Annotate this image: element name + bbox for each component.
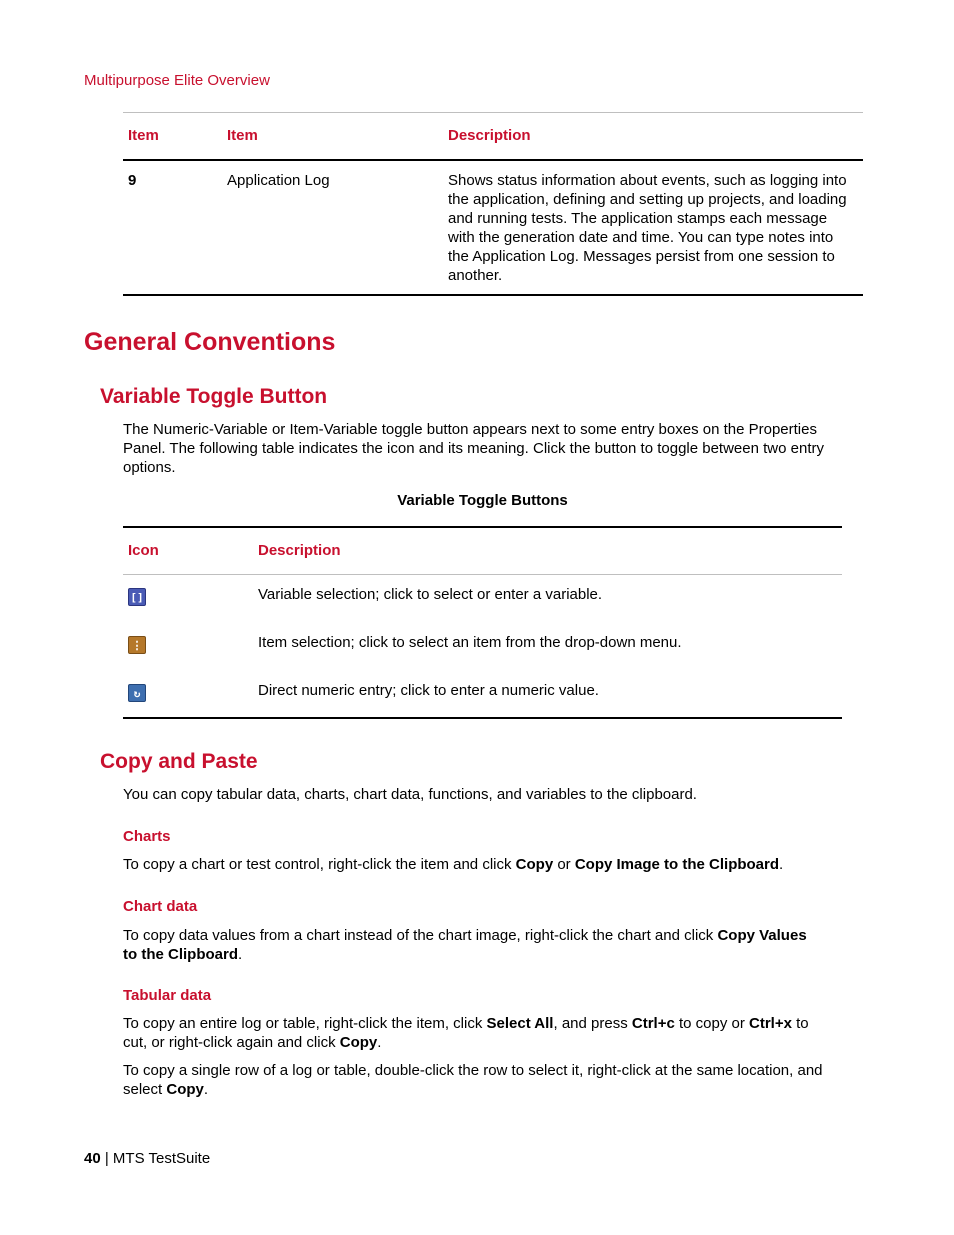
ui-term: Copy: [339, 1034, 378, 1051]
table-row-description: [448, 171, 863, 285]
copy-paste-intro: You can copy tabular data, charts, chart data, functions, and variables to the clipboard.: [123, 786, 697, 803]
toggle-table-top-rule: [123, 526, 842, 528]
toggle-row-description: Variable selection; click to select or enter a variable.: [258, 586, 603, 603]
toggle-table-bottom-rule: [123, 717, 842, 719]
charts-paragraph: To copy a chart or test control, right-click the item and click Copy or Copy Image to the Clipboard.: [123, 856, 784, 873]
tabular-data-paragraph-1: To copy an entire log or table, right-click the item, click Select All, and press Ctrl+c to copy or Ctrl+x to cut, or right-click again and click Copy.: [123, 1015, 809, 1051]
item-selection-icon: ⋮: [128, 636, 146, 654]
table-header-description: Description: [448, 127, 531, 144]
table-row-item: Application Log: [227, 172, 330, 189]
toggle-table-header-icon: Icon: [128, 542, 159, 559]
subsection-title-variable-toggle: Variable Toggle Button: [100, 385, 328, 408]
intro-line: Panel. The following table indicates the icon and its meaning. Click the button to toggle between two entry: [123, 440, 824, 457]
table-bottom-rule: [123, 294, 863, 296]
numeric-entry-icon: ↻: [128, 684, 146, 702]
ui-term: Copy Image to the Clipboard: [574, 856, 780, 873]
shortcut: Ctrl+x: [749, 1015, 792, 1032]
table-caption: Variable Toggle Buttons: [397, 492, 568, 509]
table-header-item-number: Item: [128, 127, 159, 144]
heading-tabular-data: Tabular data: [123, 987, 212, 1004]
intro-line: options.: [123, 459, 176, 476]
description-line: Shows status information about events, such as logging into: [448, 172, 847, 189]
description-line: the Application Log. Messages persist from one session to: [448, 248, 835, 265]
ui-term: Select All: [486, 1015, 554, 1032]
shortcut: Ctrl+c: [631, 1015, 675, 1032]
toggle-row-description: Direct numeric entry; click to enter a numeric value.: [258, 682, 599, 699]
ui-term: Copy: [515, 856, 554, 873]
section-title-general-conventions: General Conventions: [84, 328, 336, 356]
description-line: another.: [448, 267, 503, 284]
footer-product: MTS TestSuite: [112, 1150, 211, 1167]
table-header-rule: [123, 159, 863, 161]
subsection-title-copy-paste: Copy and Paste: [100, 750, 258, 773]
toggle-table-header-description: Description: [258, 542, 341, 559]
toggle-table-header-rule: [123, 574, 842, 575]
page-number: 40: [84, 1150, 101, 1167]
running-header: Multipurpose Elite Overview: [84, 72, 270, 89]
ui-term: to the Clipboard: [123, 946, 238, 963]
description-line: and running tests. The application stamps each message: [448, 210, 828, 227]
table-top-rule: [123, 112, 863, 113]
description-line: with the generation date and time. You can type notes into: [448, 229, 834, 246]
heading-chart-data: Chart data: [123, 898, 198, 915]
heading-charts: Charts: [123, 828, 171, 845]
variable-toggle-intro: [123, 420, 863, 477]
variable-selection-icon: []: [128, 588, 146, 606]
table-header-item: Item: [227, 127, 258, 144]
tabular-data-paragraph-2: To copy a single row of a log or table, double-click the row to select it, right-click at the same location, and select Copy.: [123, 1062, 823, 1098]
intro-line: The Numeric-Variable or Item-Variable toggle button appears next to some entry boxes on the Properties: [123, 421, 817, 438]
chart-data-paragraph: To copy data values from a chart instead of the chart image, right-click the chart and click Copy Values to the Clipboard.: [123, 927, 807, 963]
page-footer: [84, 1149, 210, 1168]
table-row-number: 9: [128, 172, 137, 189]
toggle-row-description: Item selection; click to select an item from the drop-down menu.: [258, 634, 682, 651]
ui-term: Copy: [166, 1081, 204, 1098]
description-line: the application, defining and setting up projects, and loading: [448, 191, 847, 208]
ui-term: Copy Values: [717, 927, 807, 944]
footer-separator: |: [100, 1150, 113, 1167]
